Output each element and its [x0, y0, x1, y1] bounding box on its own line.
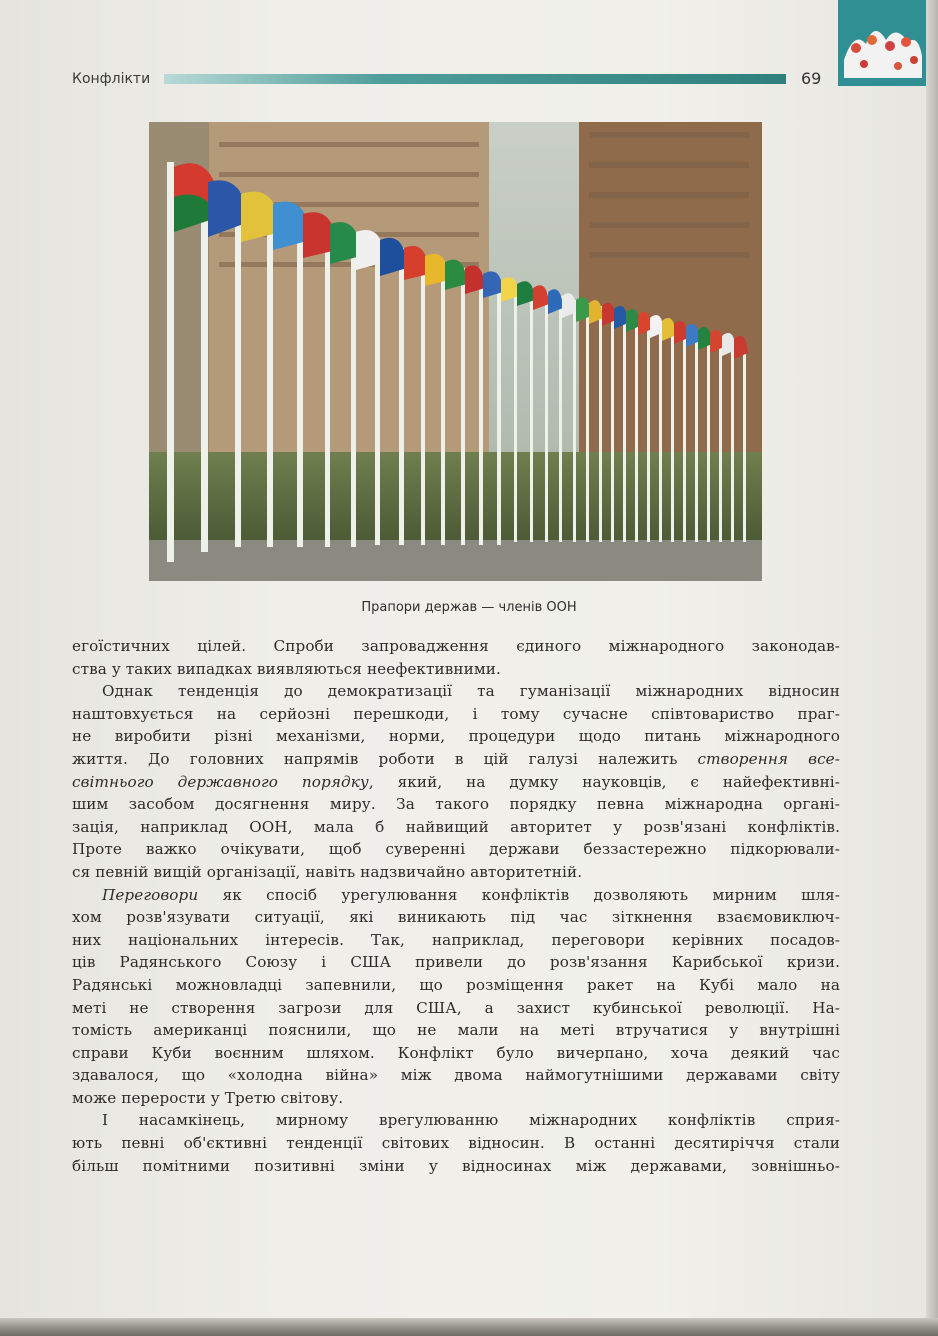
text-segment: життя. До головних напрямів роботи в цій галузі належить — [72, 749, 698, 768]
text-line: ства у таких випадках виявляються неефективними. — [72, 659, 501, 678]
text-line: здавалося, що «холодна війна» між двома наймогутнішими державами світу — [72, 1066, 840, 1085]
text-line: наштовхується на серйозні перешкоди, і тому сучасне співтовариство праг- — [72, 704, 840, 723]
page-bottom-edge — [0, 1318, 938, 1336]
text-line: більш помітними позитивні зміни у відносинах між державами, зовнішньо- — [72, 1156, 840, 1175]
text-line: ють певні об'єктивні тенденції світових відносин. В останні десятиріччя стали — [72, 1134, 840, 1153]
text-line: меті не створення загрози для США, а захист кубинської революції. На- — [72, 998, 840, 1017]
section-title: Конфлікти — [72, 71, 151, 87]
emphasis-term: Переговори — [102, 885, 199, 904]
text-line: зація, наприклад ООН, мала б найвищий авторитет у розв'язані конфліктів. — [72, 817, 840, 836]
corner-badge-illustration — [838, 0, 926, 86]
text-line: ся певній вищій організації, навіть надзвичайно авторитетній. — [72, 862, 583, 881]
text-line: може перерости у Третю світову. — [72, 1088, 344, 1107]
emphasis-term: світнього державного порядку — [72, 772, 369, 791]
header-rule — [164, 74, 786, 84]
text-line: І насамкінець, мирному врегулюванню міжнародних конфліктів сприя- — [102, 1111, 840, 1130]
page-right-edge — [926, 0, 938, 1336]
text-segment: як спосіб урегулювання конфліктів дозволяють мирним шля- — [198, 885, 840, 904]
un-flags-photo — [149, 122, 762, 581]
text-segment: , який, на думку науковців, є найефективні- — [368, 772, 840, 791]
text-line: них національних інтересів. Так, наприклад, переговори керівних посадов- — [72, 930, 840, 949]
text-line: Радянські можновладці запевнили, що розміщення ракет на Кубі мало на — [72, 975, 840, 994]
main-text — [72, 635, 840, 1177]
text-line: хом розв'язувати ситуації, які виникають під час зіткнення взаємовиключ- — [72, 908, 840, 927]
figure-caption: Прапори держав — членів ООН — [361, 600, 577, 615]
text-line: не виробити різні механізми, норми, процедури щодо питань міжнародного — [72, 727, 840, 746]
text-line: егоїстичних цілей. Спроби запровадження єдиного міжнародного законодав- — [72, 637, 840, 655]
text-line: ців Радянського Союзу і США привели до розв'язання Карибської кризи. — [72, 953, 840, 972]
text-line: Однак тенденція до демократизації та гуманізації міжнародних відносин — [102, 682, 840, 701]
emphasis-term: створення все- — [697, 749, 841, 768]
page-number: 69 — [801, 69, 822, 88]
text-line — [72, 884, 840, 907]
text-line: справи Куби воєнним шляхом. Конфлікт було вичерпано, хоча деякий час — [72, 1043, 840, 1062]
text-line — [72, 771, 840, 794]
text-line: томість американці пояснили, що не мали на меті втручатися у внутрішні — [72, 1021, 840, 1040]
text-line — [72, 748, 840, 771]
text-line: шим засобом досягнення миру. За такого порядку певна міжнародна органі- — [72, 795, 840, 814]
text-line: Проте важко очікувати, щоб суверенні держави беззастережно підкорювали- — [72, 840, 840, 859]
